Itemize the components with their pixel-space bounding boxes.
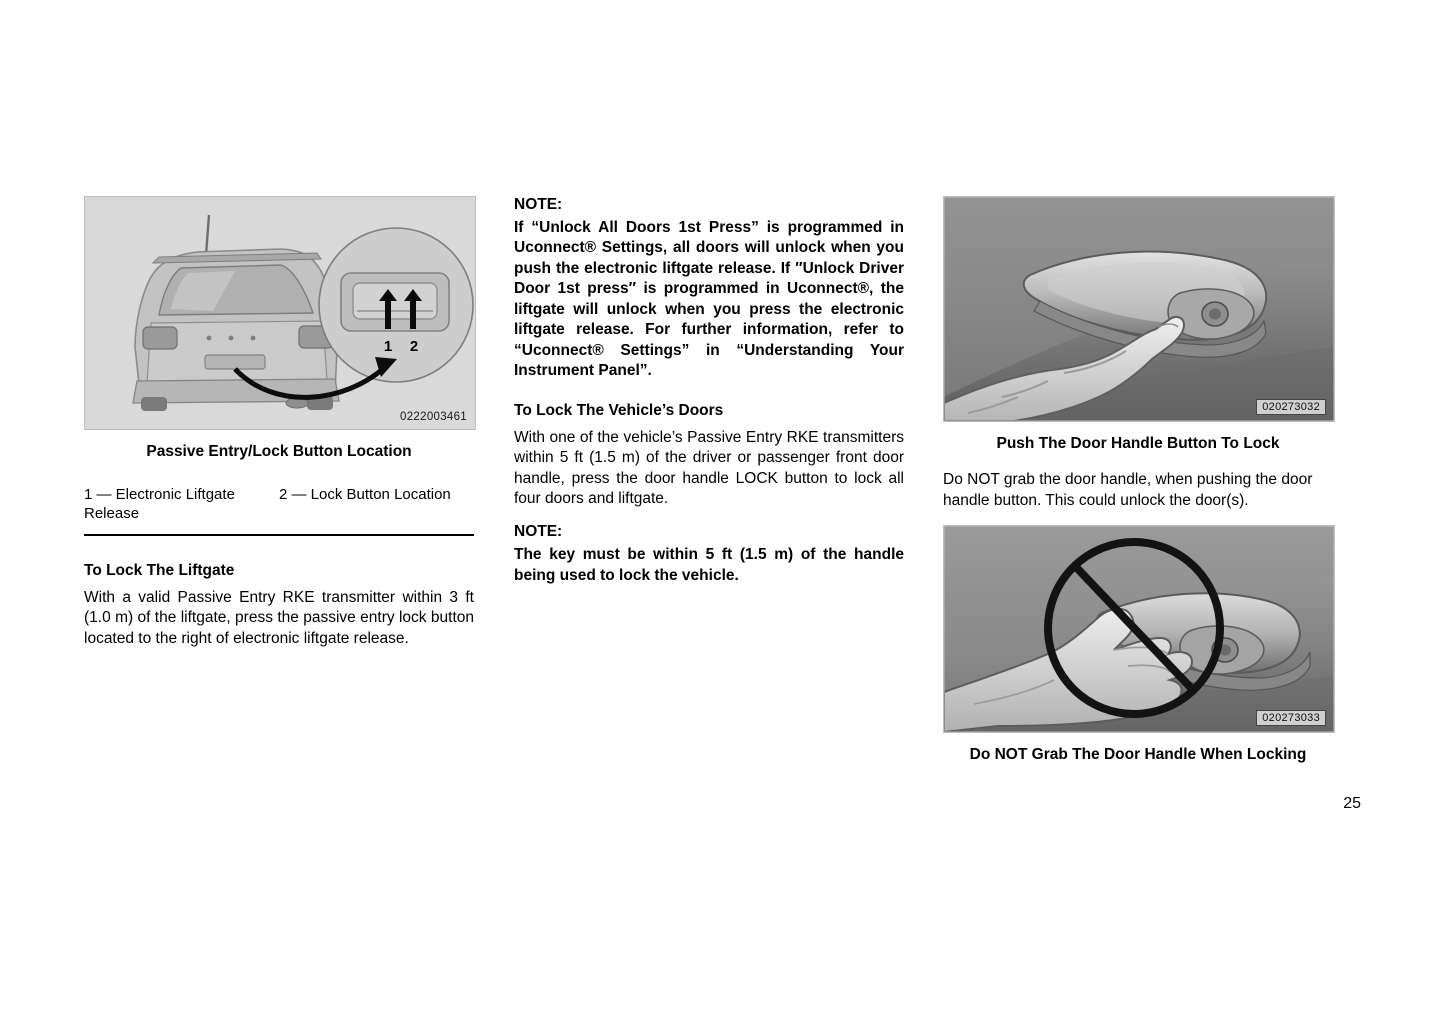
rear-vehicle-illustration — [85, 197, 475, 429]
do-not-grab-door-handle-figure — [943, 525, 1335, 733]
note-label-1: NOTE: — [514, 196, 563, 213]
section-heading-lock-liftgate: To Lock The Liftgate — [84, 561, 235, 579]
rear-vehicle-liftgate-figure — [84, 196, 476, 430]
note-body-2: The key must be within 5 ft (1.5 m) of the handle being used to lock the vehicle. — [514, 546, 904, 584]
figure-caption-bottom: Do NOT Grab The Door Handle When Locking — [969, 746, 1307, 764]
figure-code: 020273033 — [1256, 710, 1326, 726]
figure-code: 020273032 — [1256, 399, 1326, 415]
section-body-lock-liftgate: With a valid Passive Entry RKE transmitter within 3 ft (1.0 m) of the liftgate, press the passive entry lock button located to the right of electronic liftgate release. — [84, 588, 474, 647]
legend-item-1: 1 — Electronic Liftgate Release — [84, 486, 235, 522]
left-column — [84, 196, 474, 663]
note-label-2: NOTE: — [514, 523, 563, 541]
figure-code: 0222003461 — [400, 411, 467, 423]
page-number: 25 — [1343, 795, 1361, 812]
section-heading-lock-doors: To Lock The Vehicle’s Doors — [514, 401, 724, 419]
figure-caption: Passive Entry/Lock Button Location — [146, 443, 412, 460]
figure-caption-top: Push The Door Handle Button To Lock — [996, 435, 1280, 452]
figure-legend — [84, 486, 474, 536]
push-door-handle-button-figure — [943, 196, 1335, 422]
do-not-grab-illustration — [944, 526, 1334, 732]
section-body-lock-doors: With one of the vehicle’s Passive Entry RKE transmitters within 5 ft (1.5 m) of the driver or passenger front door handle, press the door handle LOCK button to lock all four doors and liftgate. — [514, 428, 904, 507]
note-body-1: If “Unlock All Doors 1st Press” is programmed in Uconnect® Settings, all doors will unlock when you push the electronic liftgate release. If ″Unlock Driver Door 1st press″ is programmed in Uconnect®, the liftgate will unlock when you press the electronic liftgate release. For further information, refer to “Uconnect® Settings” in “Understanding Your Instrument Panel”. — [514, 219, 904, 380]
svg-text:1: 1 — [383, 338, 393, 355]
svg-text:2: 2 — [409, 338, 419, 355]
push-door-handle-illustration — [944, 197, 1334, 421]
middle-column — [514, 196, 904, 606]
right-column-paragraph: Do NOT grab the door handle, when pushing the door handle button. This could unlock the door(s). — [943, 471, 1313, 509]
legend-item-2: 2 — Lock Button Location — [279, 486, 451, 504]
right-column — [943, 196, 1333, 765]
